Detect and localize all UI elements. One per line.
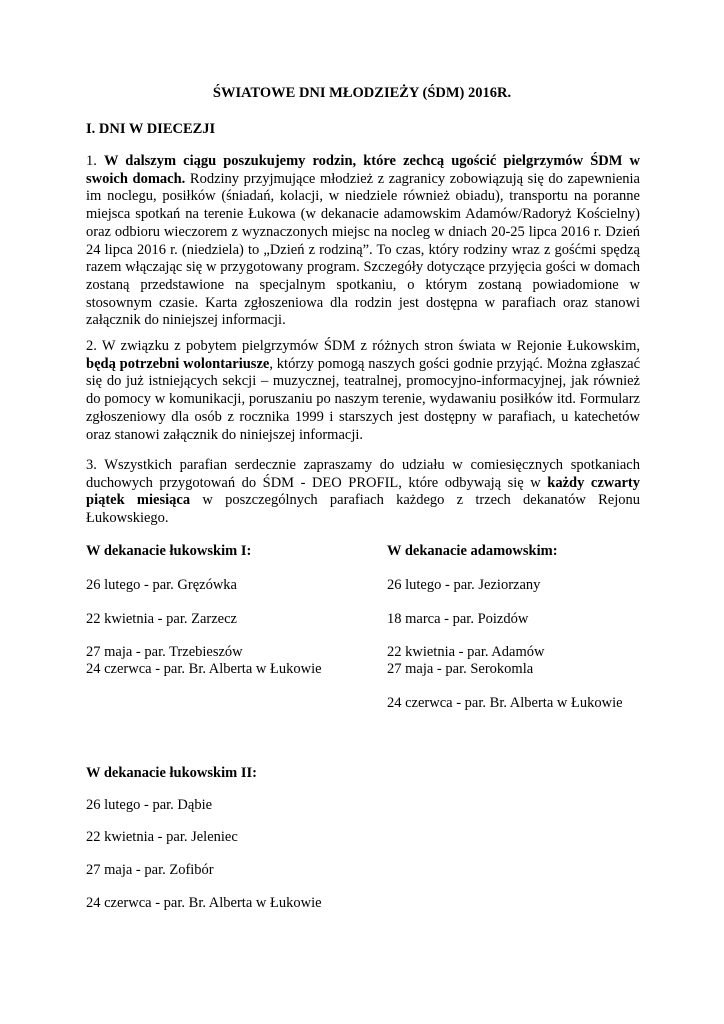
paragraph-families xyxy=(86,153,640,330)
list-item: 26 lutego - par. Gręzówka xyxy=(86,577,237,593)
deanery-lukowski-1-heading: W dekanacie łukowskim I: xyxy=(86,543,252,559)
list-item: 22 kwietnia - par. Adamów xyxy=(387,644,545,660)
document-title: ŚWIATOWE DNI MŁODZIEŻY (ŚDM) 2016R. xyxy=(212,85,512,101)
list-item: 22 kwietnia - par. Zarzecz xyxy=(86,611,237,627)
paragraph-body-start: 2. W związku z pobytem pielgrzymów ŚDM z różnych stron świata w Rejonie Łukowskim, xyxy=(86,338,640,354)
list-item: 27 maja - par. Trzebieszów xyxy=(86,644,243,660)
deanery-lukowski-2-heading: W dekanacie łukowskim II: xyxy=(86,765,257,781)
paragraph-emphasis: każdy czwarty piątek miesiąca xyxy=(86,474,641,509)
list-item: 22 kwietnia - par. Jeleniec xyxy=(86,829,238,845)
list-item: 26 lutego - par. Dąbie xyxy=(86,797,213,813)
paragraph-body: Rodziny przyjmujące młodzież z zagranicy zobowiązują się do zapewnienia im noclegu, posiłków (śniadań, kolacji, w niedziele również obiadu), transportu na poranne miejsca spotkań na terenie Łukowa (w dekanacie adamowskim Adamów/Radoryż Kościelny) oraz odbioru wieczorem z wyznaczonych miejsc na nocleg w dniach 20-25 lipca 2016 r. Dzień 24 lipca 2016 r. (niedziela) to „Dzień z rodziną”. To czas, który rodziny wraz z gośćmi spędzą razem włączając się w przygotowany program. Szczegóły dotyczące przyjęcia gości w domach zostaną przedstawione na specjalnym spotkaniu, o którym zostaną powiadomione w stosownym czasie. Karta zgłoszeniowa dla rodzin jest dostępna w parafiach oraz stanowi załącznik do niniejszej informacji. xyxy=(86,170,640,329)
paragraph-volunteers xyxy=(86,338,640,444)
section-heading: I. DNI W DIECEZJI xyxy=(86,121,216,137)
paragraph-emphasis: będą potrzebni wolontariusze xyxy=(86,355,270,372)
list-item: 27 maja - par. Serokomla xyxy=(387,661,534,677)
paragraph-body: w poszczególnych parafiach każdego z trzech dekanatów Rejonu Łukowskiego. xyxy=(86,492,641,527)
list-item: 24 czerwca - par. Br. Alberta w Łukowie xyxy=(86,661,322,677)
list-item: 27 maja - par. Zofibór xyxy=(86,862,214,878)
list-item: 26 lutego - par. Jeziorzany xyxy=(387,577,541,593)
paragraph-meetings xyxy=(86,457,640,528)
list-item: 18 marca - par. Poizdów xyxy=(387,611,529,627)
deanery-adamowski-heading: W dekanacie adamowskim: xyxy=(387,543,558,559)
paragraph-body: , którzy pomogą naszych gości godnie przyjąć. Można zgłaszać się do już istniejących sekcji – muzycznej, teatralnej, promocyjno-informacyjnej, jak również do pomocy w komunikacji, poruszaniu po naszym terenie, wydawaniu posiłków itd. Formularz zgłoszeniowy dla osób z rocznika 1999 i starszych jest dostępny w parafiach, u katechetów oraz stanowi załącznik do niniejszej informacji. xyxy=(86,355,640,443)
list-item: 24 czerwca - par. Br. Alberta w Łukowie xyxy=(387,695,623,711)
paragraph-body-start: 3. Wszystkich parafian serdecznie zapraszamy do udziału w comiesięcznych spotkaniach duchowych przygotowań do ŚDM - DEO PROFIL, które odbywają się w xyxy=(86,457,640,491)
paragraph-number: 1. xyxy=(86,153,104,169)
paragraph-emphasis: W dalszym ciągu poszukujemy rodzin, które zechcą ugościć pielgrzymów ŚDM w swoich domach. xyxy=(86,153,640,187)
list-item: 24 czerwca - par. Br. Alberta w Łukowie xyxy=(86,895,322,911)
